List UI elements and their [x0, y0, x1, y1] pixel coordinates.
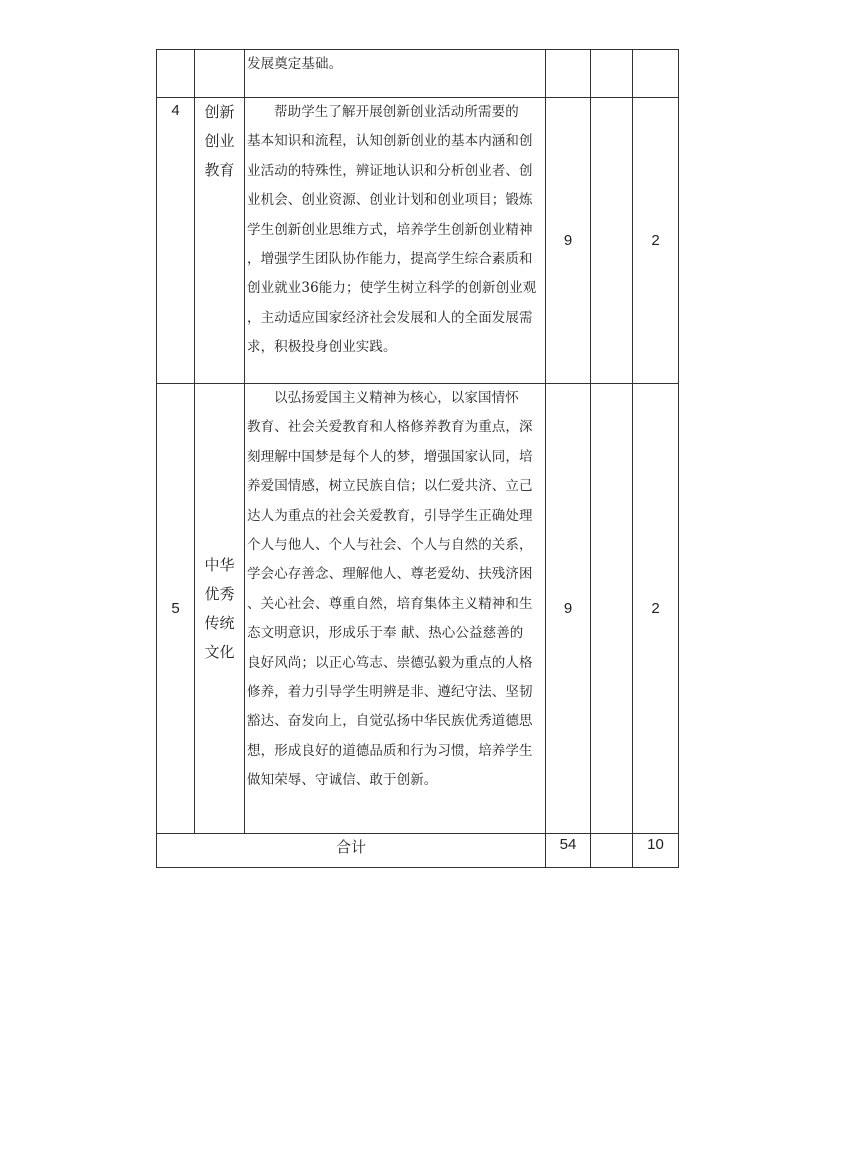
content-line: 创业就业36能力；使学生树立科学的创新创业观 — [247, 280, 537, 297]
content-line: 教育、社会关爱教育和人格修养教育为重点，深 — [247, 419, 533, 436]
content-line: 学会心存善念、理解他人、尊老爱幼、扶残济困 — [247, 566, 533, 583]
hours-cell: 9 — [546, 98, 591, 384]
content-line: 帮助学生了解开展创新创业活动所需要的 — [274, 104, 519, 120]
content-line: 做知荣辱、守诚信、敢于创新。 — [247, 772, 438, 789]
table-row-continuation — [157, 50, 679, 98]
hours-cell: 9 — [546, 384, 591, 834]
content-line: 修养，着力引导学生明辨是非、遵纪守法、坚韧 — [247, 684, 533, 701]
practice-cell — [591, 384, 633, 834]
content-line: 豁达、奋发向上，自觉弘扬中华民族优秀道德思 — [247, 713, 533, 730]
content-line: 业机会、创业资源、创业计划和创业项目；锻炼 — [247, 192, 533, 209]
content-line: 养爱国情感，树立民族自信；以仁爱共济、立己 — [247, 478, 533, 495]
table-row-innovation — [157, 98, 679, 384]
content-line: 想，形成良好的道德品质和行为习惯，培养学生 — [247, 742, 533, 759]
course-name-line: 创新 — [204, 103, 235, 121]
content-line: 以弘扬爱国主义精神为核心，以家国情怀 — [274, 390, 519, 406]
credits-cell: 2 — [633, 98, 679, 384]
course-table-grid — [156, 49, 679, 868]
course-content-cell — [245, 50, 546, 98]
content-line: 求，积极投身创业实践。 — [247, 339, 397, 356]
total-practice-cell — [591, 834, 633, 868]
course-name-cell — [195, 98, 245, 384]
content-line: 、关心社会、尊重自然，培育集体主义精神和生 — [247, 595, 533, 612]
content-line: 态文明意识，形成乐于奉 献、热心公益慈善的 — [247, 625, 524, 642]
content-line: ，增强学生团队协作能力，提高学生综合素质和 — [247, 251, 533, 268]
course-name-cell — [195, 50, 245, 98]
row-number-cell: 5 — [157, 384, 195, 834]
content-line: 业活动的特殊性，辨证地认识和分析创业者、创 — [247, 162, 533, 179]
practice-cell — [591, 50, 633, 98]
content-line: 发展奠定基础。 — [247, 56, 343, 72]
table-row-total — [157, 834, 679, 868]
course-name-line: 传统 — [204, 613, 235, 632]
course-name-line: 文化 — [204, 642, 235, 661]
course-content-cell — [245, 98, 546, 384]
credits-cell — [633, 50, 679, 98]
row-number-cell — [157, 50, 195, 98]
total-hours-cell: 54 — [546, 834, 591, 868]
content-line: ，主动适应国家经济社会发展和人的全面发展需 — [247, 309, 533, 326]
content-line: 个人与他人、个人与社会、个人与自然的关系， — [247, 537, 533, 554]
course-content-cell — [245, 384, 546, 834]
content-line: 基本知识和流程，认知创新创业的基本内涵和创 — [247, 133, 533, 150]
course-name-line: 中华 — [204, 555, 235, 574]
credits-cell: 2 — [633, 384, 679, 834]
row-number-cell: 4 — [157, 98, 195, 384]
content-line: 良好风尚；以正心笃志、崇德弘毅为重点的人格 — [247, 654, 533, 671]
course-name-cell — [195, 384, 245, 834]
total-credits-cell: 10 — [633, 834, 679, 868]
course-name-line: 创业 — [204, 132, 235, 150]
course-name-line: 教育 — [204, 161, 235, 179]
content-line: 学生创新创业思维方式，培养学生创新创业精神 — [247, 221, 533, 238]
hours-cell — [546, 50, 591, 98]
content-line: 达人为重点的社会关爱教育，引导学生正确处理 — [247, 507, 533, 524]
course-name-line: 优秀 — [204, 584, 235, 603]
course-table — [156, 49, 678, 868]
practice-cell — [591, 98, 633, 384]
table-row-culture — [157, 384, 679, 834]
content-line: 刻理解中国梦是每个人的梦，增强国家认同，培 — [247, 448, 533, 465]
total-label-cell: 合计 — [157, 834, 546, 868]
